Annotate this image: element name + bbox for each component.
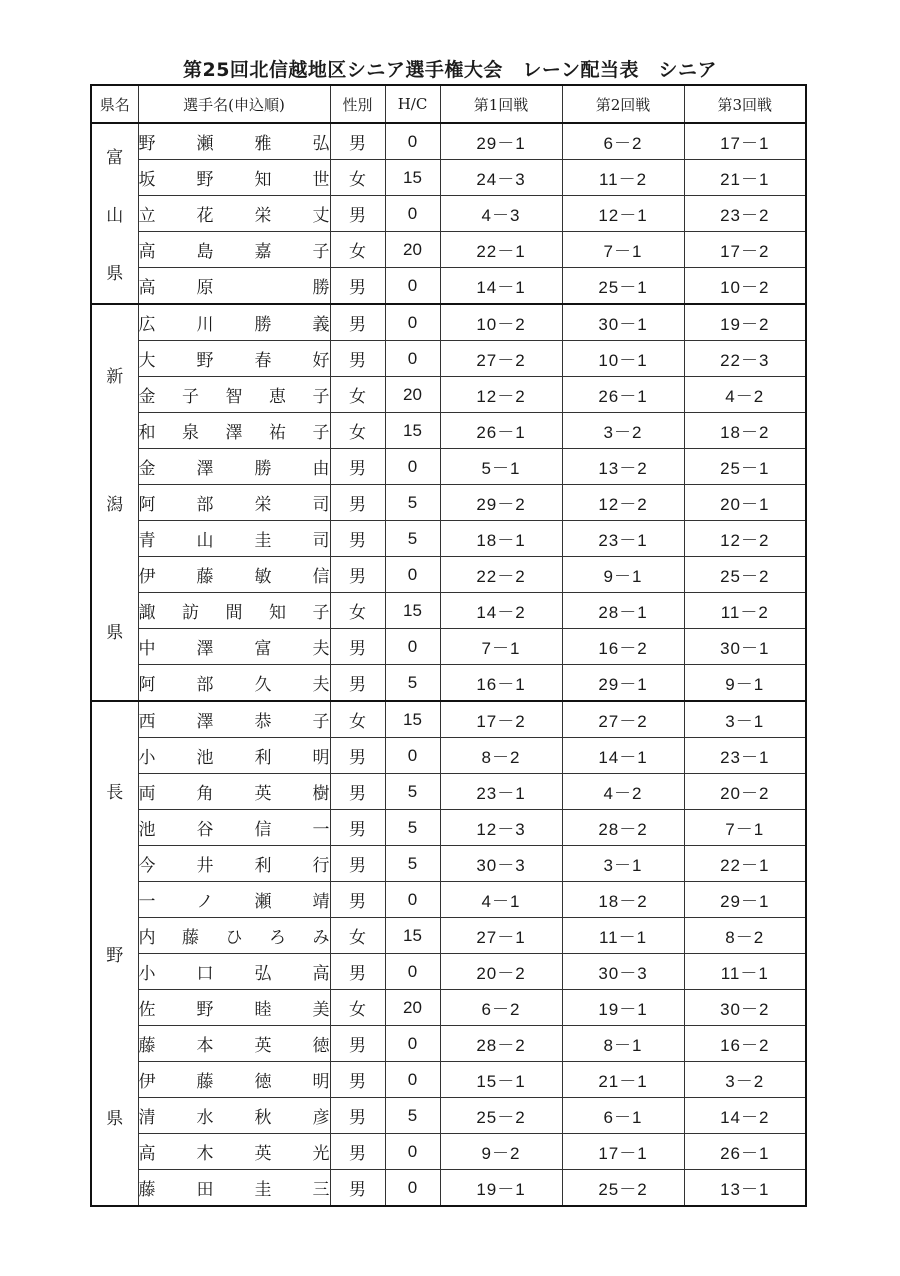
- player-name: 阿部栄司: [138, 485, 330, 521]
- table-row: [91, 1134, 806, 1170]
- player-sex: 男: [330, 123, 385, 160]
- player-name: 伊藤徳明: [138, 1062, 330, 1098]
- player-sex: 男: [330, 954, 385, 990]
- player-sex: 男: [330, 268, 385, 305]
- lane-game-2: 28－1: [562, 593, 684, 629]
- lane-game-3: 18－2: [684, 413, 806, 449]
- player-handicap: 0: [385, 1026, 440, 1062]
- table-row: [91, 665, 806, 702]
- player-handicap: 15: [385, 413, 440, 449]
- table-row: [91, 557, 806, 593]
- lane-game-2: 16－2: [562, 629, 684, 665]
- lane-game-1: 4－3: [440, 196, 562, 232]
- table-row: [91, 918, 806, 954]
- lane-game-2: 21－1: [562, 1062, 684, 1098]
- lane-game-1: 15－1: [440, 1062, 562, 1098]
- table-row: [91, 413, 806, 449]
- table-row: [91, 521, 806, 557]
- player-sex: 男: [330, 629, 385, 665]
- lane-game-3: 23－1: [684, 738, 806, 774]
- header-sex: 性別: [330, 85, 385, 123]
- player-sex: 女: [330, 160, 385, 196]
- player-handicap: 20: [385, 232, 440, 268]
- player-name: 佐野睦美: [138, 990, 330, 1026]
- lane-game-2: 30－3: [562, 954, 684, 990]
- player-name: 諏訪間知子: [138, 593, 330, 629]
- lane-game-1: 27－1: [440, 918, 562, 954]
- player-handicap: 5: [385, 1098, 440, 1134]
- player-name: 和泉澤祐子: [138, 413, 330, 449]
- player-handicap: 0: [385, 557, 440, 593]
- player-name: 立花栄丈: [138, 196, 330, 232]
- lane-game-3: 8－2: [684, 918, 806, 954]
- lane-game-3: 13－1: [684, 1170, 806, 1207]
- table-row: [91, 1098, 806, 1134]
- lane-game-1: 27－2: [440, 341, 562, 377]
- lane-game-3: 25－2: [684, 557, 806, 593]
- player-name: 野瀬雅弘: [138, 123, 330, 160]
- player-sex: 男: [330, 304, 385, 341]
- player-handicap: 0: [385, 123, 440, 160]
- player-name: 阿部久夫: [138, 665, 330, 702]
- lane-game-3: 19－2: [684, 304, 806, 341]
- player-name: 小口弘高: [138, 954, 330, 990]
- player-sex: 男: [330, 1170, 385, 1207]
- player-sex: 女: [330, 232, 385, 268]
- player-sex: 男: [330, 557, 385, 593]
- lane-game-1: 24－3: [440, 160, 562, 196]
- lane-game-1: 19－1: [440, 1170, 562, 1207]
- table-header: [91, 85, 806, 123]
- player-handicap: 20: [385, 990, 440, 1026]
- lane-game-1: 22－1: [440, 232, 562, 268]
- table-body: [91, 123, 806, 1206]
- lane-game-3: 9－1: [684, 665, 806, 702]
- player-name: 金子智恵子: [138, 377, 330, 413]
- player-sex: 男: [330, 1062, 385, 1098]
- player-name: 藤本英徳: [138, 1026, 330, 1062]
- header-handicap: H/C: [385, 85, 440, 123]
- player-handicap: 15: [385, 918, 440, 954]
- player-sex: 女: [330, 918, 385, 954]
- player-name: 高原 勝: [138, 268, 330, 305]
- player-sex: 女: [330, 413, 385, 449]
- lane-game-1: 22－2: [440, 557, 562, 593]
- lane-game-2: 14－1: [562, 738, 684, 774]
- player-name: 広川勝義: [138, 304, 330, 341]
- lane-game-3: 17－2: [684, 232, 806, 268]
- lane-game-3: 16－2: [684, 1026, 806, 1062]
- lane-game-2: 10－1: [562, 341, 684, 377]
- lane-game-1: 14－2: [440, 593, 562, 629]
- lane-game-2: 6－1: [562, 1098, 684, 1134]
- player-name: 両角英樹: [138, 774, 330, 810]
- lane-game-2: 12－1: [562, 196, 684, 232]
- player-sex: 女: [330, 593, 385, 629]
- lane-game-3: 20－1: [684, 485, 806, 521]
- lane-game-1: 18－1: [440, 521, 562, 557]
- player-sex: 女: [330, 990, 385, 1026]
- lane-assignment-table: [90, 84, 807, 1207]
- header-prefecture: 県名: [91, 85, 138, 123]
- player-handicap: 15: [385, 160, 440, 196]
- player-sex: 男: [330, 665, 385, 702]
- table-row: [91, 449, 806, 485]
- prefecture-char: 山: [106, 205, 124, 226]
- lane-game-2: 29－1: [562, 665, 684, 702]
- lane-game-3: 3－2: [684, 1062, 806, 1098]
- lane-game-1: 20－2: [440, 954, 562, 990]
- player-name: 一ノ瀬靖: [138, 882, 330, 918]
- lane-game-1: 10－2: [440, 304, 562, 341]
- table-row: [91, 701, 806, 738]
- lane-game-3: 21－1: [684, 160, 806, 196]
- table-row: [91, 774, 806, 810]
- table-row: [91, 485, 806, 521]
- player-sex: 男: [330, 774, 385, 810]
- header-game-1: 第1回戦: [440, 85, 562, 123]
- player-sex: 男: [330, 341, 385, 377]
- table-row: [91, 1170, 806, 1207]
- lane-game-1: 12－2: [440, 377, 562, 413]
- player-sex: 男: [330, 1026, 385, 1062]
- lane-game-2: 3－1: [562, 846, 684, 882]
- page-title: 第25回北信越地区シニア選手権大会 レーン配当表 シニア: [182, 59, 718, 81]
- player-name: 清水秋彦: [138, 1098, 330, 1134]
- player-handicap: 0: [385, 738, 440, 774]
- player-sex: 女: [330, 377, 385, 413]
- lane-game-3: 12－2: [684, 521, 806, 557]
- player-sex: 男: [330, 846, 385, 882]
- player-handicap: 0: [385, 196, 440, 232]
- player-sex: 男: [330, 810, 385, 846]
- table-row: [91, 1026, 806, 1062]
- prefecture-char: 野: [106, 945, 124, 966]
- table-row: [91, 341, 806, 377]
- player-name: 高島嘉子: [138, 232, 330, 268]
- lane-game-1: 9－2: [440, 1134, 562, 1170]
- table-row: [91, 593, 806, 629]
- table-row: [91, 846, 806, 882]
- player-name: 今井利行: [138, 846, 330, 882]
- player-name: 伊藤敏信: [138, 557, 330, 593]
- player-handicap: 0: [385, 954, 440, 990]
- player-handicap: 5: [385, 665, 440, 702]
- lane-game-3: 26－1: [684, 1134, 806, 1170]
- player-sex: 男: [330, 738, 385, 774]
- lane-game-3: 22－3: [684, 341, 806, 377]
- lane-game-1: 14－1: [440, 268, 562, 305]
- table-row: [91, 738, 806, 774]
- lane-game-1: 29－2: [440, 485, 562, 521]
- player-handicap: 0: [385, 1170, 440, 1207]
- lane-game-2: 23－1: [562, 521, 684, 557]
- player-sex: 男: [330, 485, 385, 521]
- lane-game-3: 29－1: [684, 882, 806, 918]
- player-sex: 男: [330, 882, 385, 918]
- player-handicap: 15: [385, 701, 440, 738]
- lane-game-3: 17－1: [684, 123, 806, 160]
- player-sex: 男: [330, 521, 385, 557]
- player-handicap: 15: [385, 593, 440, 629]
- player-handicap: 0: [385, 341, 440, 377]
- lane-game-2: 17－1: [562, 1134, 684, 1170]
- header-player-name: 選手名(申込順): [138, 85, 330, 123]
- table-row: [91, 160, 806, 196]
- lane-game-2: 11－1: [562, 918, 684, 954]
- lane-game-3: 11－2: [684, 593, 806, 629]
- table-row: [91, 304, 806, 341]
- table-row: [91, 196, 806, 232]
- prefecture-char: 県: [106, 1109, 124, 1130]
- lane-game-3: 3－1: [684, 701, 806, 738]
- player-sex: 男: [330, 1134, 385, 1170]
- lane-game-2: 4－2: [562, 774, 684, 810]
- lane-game-2: 11－2: [562, 160, 684, 196]
- lane-game-2: 25－2: [562, 1170, 684, 1207]
- lane-game-3: 7－1: [684, 810, 806, 846]
- lane-game-1: 23－1: [440, 774, 562, 810]
- player-handicap: 0: [385, 1062, 440, 1098]
- lane-game-2: 8－1: [562, 1026, 684, 1062]
- player-sex: 男: [330, 196, 385, 232]
- lane-game-1: 29－1: [440, 123, 562, 160]
- lane-game-2: 26－1: [562, 377, 684, 413]
- table-row: [91, 882, 806, 918]
- player-name: 西澤恭子: [138, 701, 330, 738]
- lane-game-2: 12－2: [562, 485, 684, 521]
- lane-game-2: 13－2: [562, 449, 684, 485]
- table-row: [91, 268, 806, 305]
- lane-game-1: 30－3: [440, 846, 562, 882]
- lane-game-3: 30－1: [684, 629, 806, 665]
- player-handicap: 5: [385, 485, 440, 521]
- header-game-3: 第3回戦: [684, 85, 806, 123]
- prefecture-char: 潟: [106, 494, 124, 515]
- prefecture-cell: [91, 123, 138, 304]
- player-handicap: 0: [385, 629, 440, 665]
- table-row: [91, 123, 806, 160]
- player-sex: 男: [330, 1098, 385, 1134]
- lane-game-2: 6－2: [562, 123, 684, 160]
- lane-game-3: 22－1: [684, 846, 806, 882]
- lane-game-2: 7－1: [562, 232, 684, 268]
- player-handicap: 5: [385, 774, 440, 810]
- lane-game-2: 28－2: [562, 810, 684, 846]
- player-name: 高木英光: [138, 1134, 330, 1170]
- prefecture-cell: [91, 304, 138, 701]
- player-handicap: 20: [385, 377, 440, 413]
- player-handicap: 0: [385, 882, 440, 918]
- table-row: [91, 377, 806, 413]
- player-name: 中澤富夫: [138, 629, 330, 665]
- lane-game-1: 8－2: [440, 738, 562, 774]
- lane-game-2: 19－1: [562, 990, 684, 1026]
- prefecture-char: 長: [106, 782, 124, 803]
- table-row: [91, 1062, 806, 1098]
- table-row: [91, 629, 806, 665]
- player-handicap: 5: [385, 810, 440, 846]
- player-handicap: 0: [385, 449, 440, 485]
- lane-game-1: 4－1: [440, 882, 562, 918]
- lane-game-1: 25－2: [440, 1098, 562, 1134]
- player-name: 小池利明: [138, 738, 330, 774]
- lane-game-1: 17－2: [440, 701, 562, 738]
- lane-game-1: 6－2: [440, 990, 562, 1026]
- lane-game-1: 26－1: [440, 413, 562, 449]
- player-handicap: 0: [385, 268, 440, 305]
- table-row: [91, 232, 806, 268]
- table-row: [91, 954, 806, 990]
- lane-game-1: 7－1: [440, 629, 562, 665]
- lane-game-2: 18－2: [562, 882, 684, 918]
- player-name: 藤田圭三: [138, 1170, 330, 1207]
- prefecture-char: 県: [106, 264, 124, 285]
- prefecture-char: 富: [106, 147, 124, 168]
- prefecture-char: 県: [106, 623, 124, 644]
- lane-game-3: 14－2: [684, 1098, 806, 1134]
- lane-game-2: 9－1: [562, 557, 684, 593]
- lane-game-3: 4－2: [684, 377, 806, 413]
- lane-game-3: 23－2: [684, 196, 806, 232]
- player-handicap: 5: [385, 521, 440, 557]
- lane-game-2: 27－2: [562, 701, 684, 738]
- lane-game-1: 12－3: [440, 810, 562, 846]
- lane-game-1: 28－2: [440, 1026, 562, 1062]
- prefecture-cell: [91, 701, 138, 1206]
- player-handicap: 0: [385, 304, 440, 341]
- lane-game-2: 25－1: [562, 268, 684, 305]
- lane-game-3: 20－2: [684, 774, 806, 810]
- player-name: 青山圭司: [138, 521, 330, 557]
- prefecture-char: 新: [106, 366, 124, 387]
- lane-game-2: 3－2: [562, 413, 684, 449]
- player-sex: 男: [330, 449, 385, 485]
- player-sex: 女: [330, 701, 385, 738]
- player-name: 池谷信一: [138, 810, 330, 846]
- player-name: 坂野知世: [138, 160, 330, 196]
- lane-game-3: 30－2: [684, 990, 806, 1026]
- table-row: [91, 810, 806, 846]
- player-name: 大野春好: [138, 341, 330, 377]
- player-name: 金澤勝由: [138, 449, 330, 485]
- lane-game-3: 25－1: [684, 449, 806, 485]
- player-name: 内藤ひろみ: [138, 918, 330, 954]
- table-row: [91, 990, 806, 1026]
- lane-game-1: 5－1: [440, 449, 562, 485]
- lane-game-2: 30－1: [562, 304, 684, 341]
- header-game-2: 第2回戦: [562, 85, 684, 123]
- lane-game-3: 11－1: [684, 954, 806, 990]
- lane-game-1: 16－1: [440, 665, 562, 702]
- player-handicap: 5: [385, 846, 440, 882]
- lane-game-3: 10－2: [684, 268, 806, 305]
- player-handicap: 0: [385, 1134, 440, 1170]
